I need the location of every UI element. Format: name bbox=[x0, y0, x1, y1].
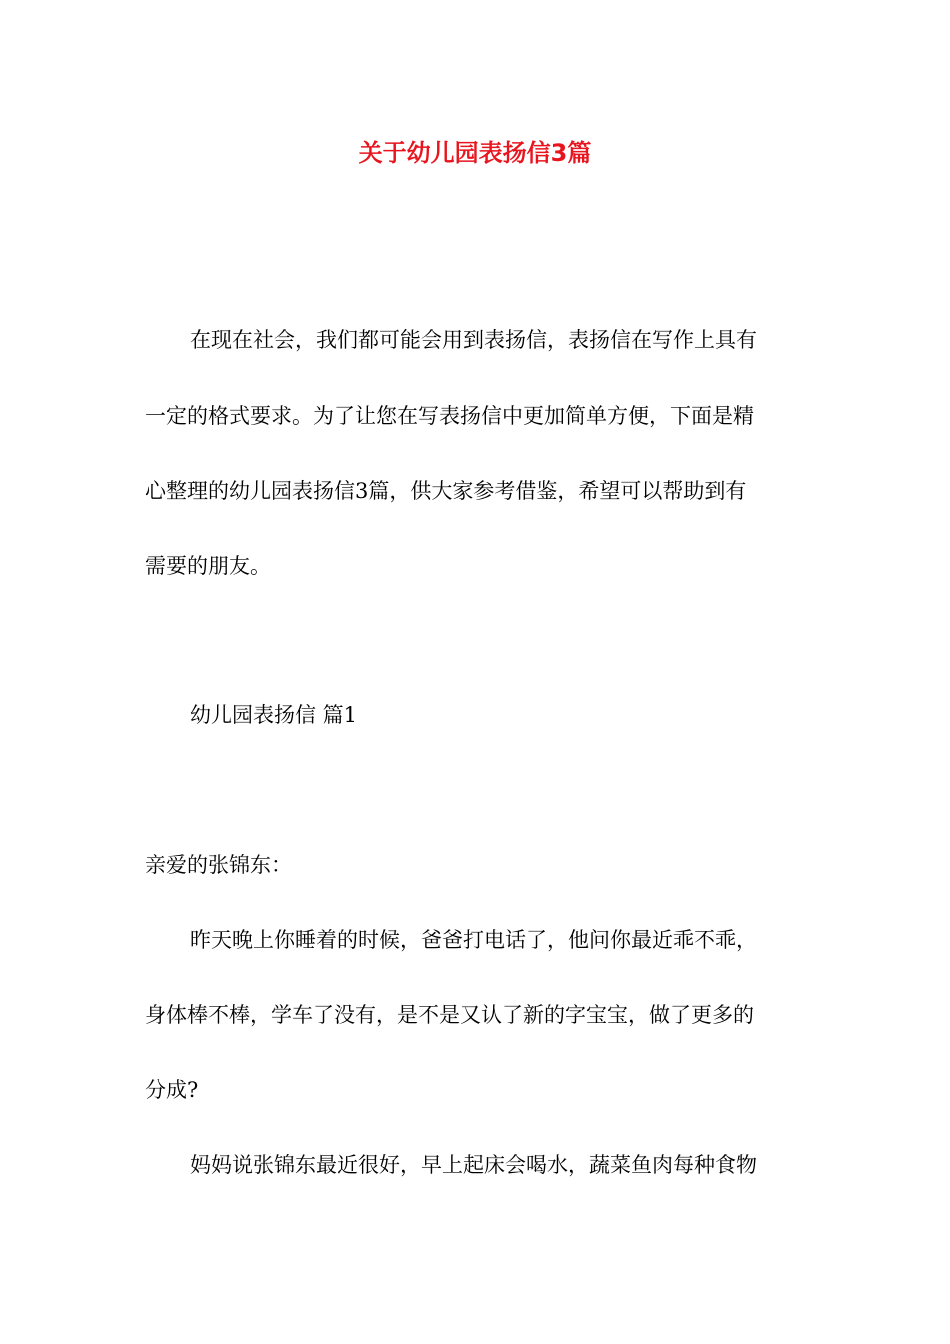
intro-line-2: 一定的格式要求。为了让您在写表扬信中更加简单方便，下面是精 bbox=[145, 404, 754, 428]
salutation: 亲爱的张锦东： bbox=[145, 853, 292, 877]
intro-line-3: 心整理的幼儿园表扬信3篇，供大家参考借鉴，希望可以帮助到有 bbox=[145, 479, 747, 503]
document-title: 关于幼儿园表扬信3篇 bbox=[358, 139, 592, 167]
section-heading: 幼儿园表扬信 篇1 bbox=[190, 703, 358, 727]
paragraph2-line-1: 妈妈说张锦东最近很好，早上起床会喝水，蔬菜鱼肉每种食物 bbox=[190, 1153, 757, 1177]
intro-line-4: 需要的朋友。 bbox=[145, 554, 271, 578]
paragraph1-line-1: 昨天晚上你睡着的时候，爸爸打电话了，他问你最近乖不乖， bbox=[190, 928, 757, 952]
intro-line-1: 在现在社会，我们都可能会用到表扬信，表扬信在写作上具有 bbox=[190, 328, 757, 352]
paragraph1-line-3: 分成? bbox=[145, 1078, 199, 1102]
paragraph1-line-2: 身体棒不棒，学车了没有，是不是又认了新的字宝宝，做了更多的 bbox=[145, 1003, 754, 1027]
